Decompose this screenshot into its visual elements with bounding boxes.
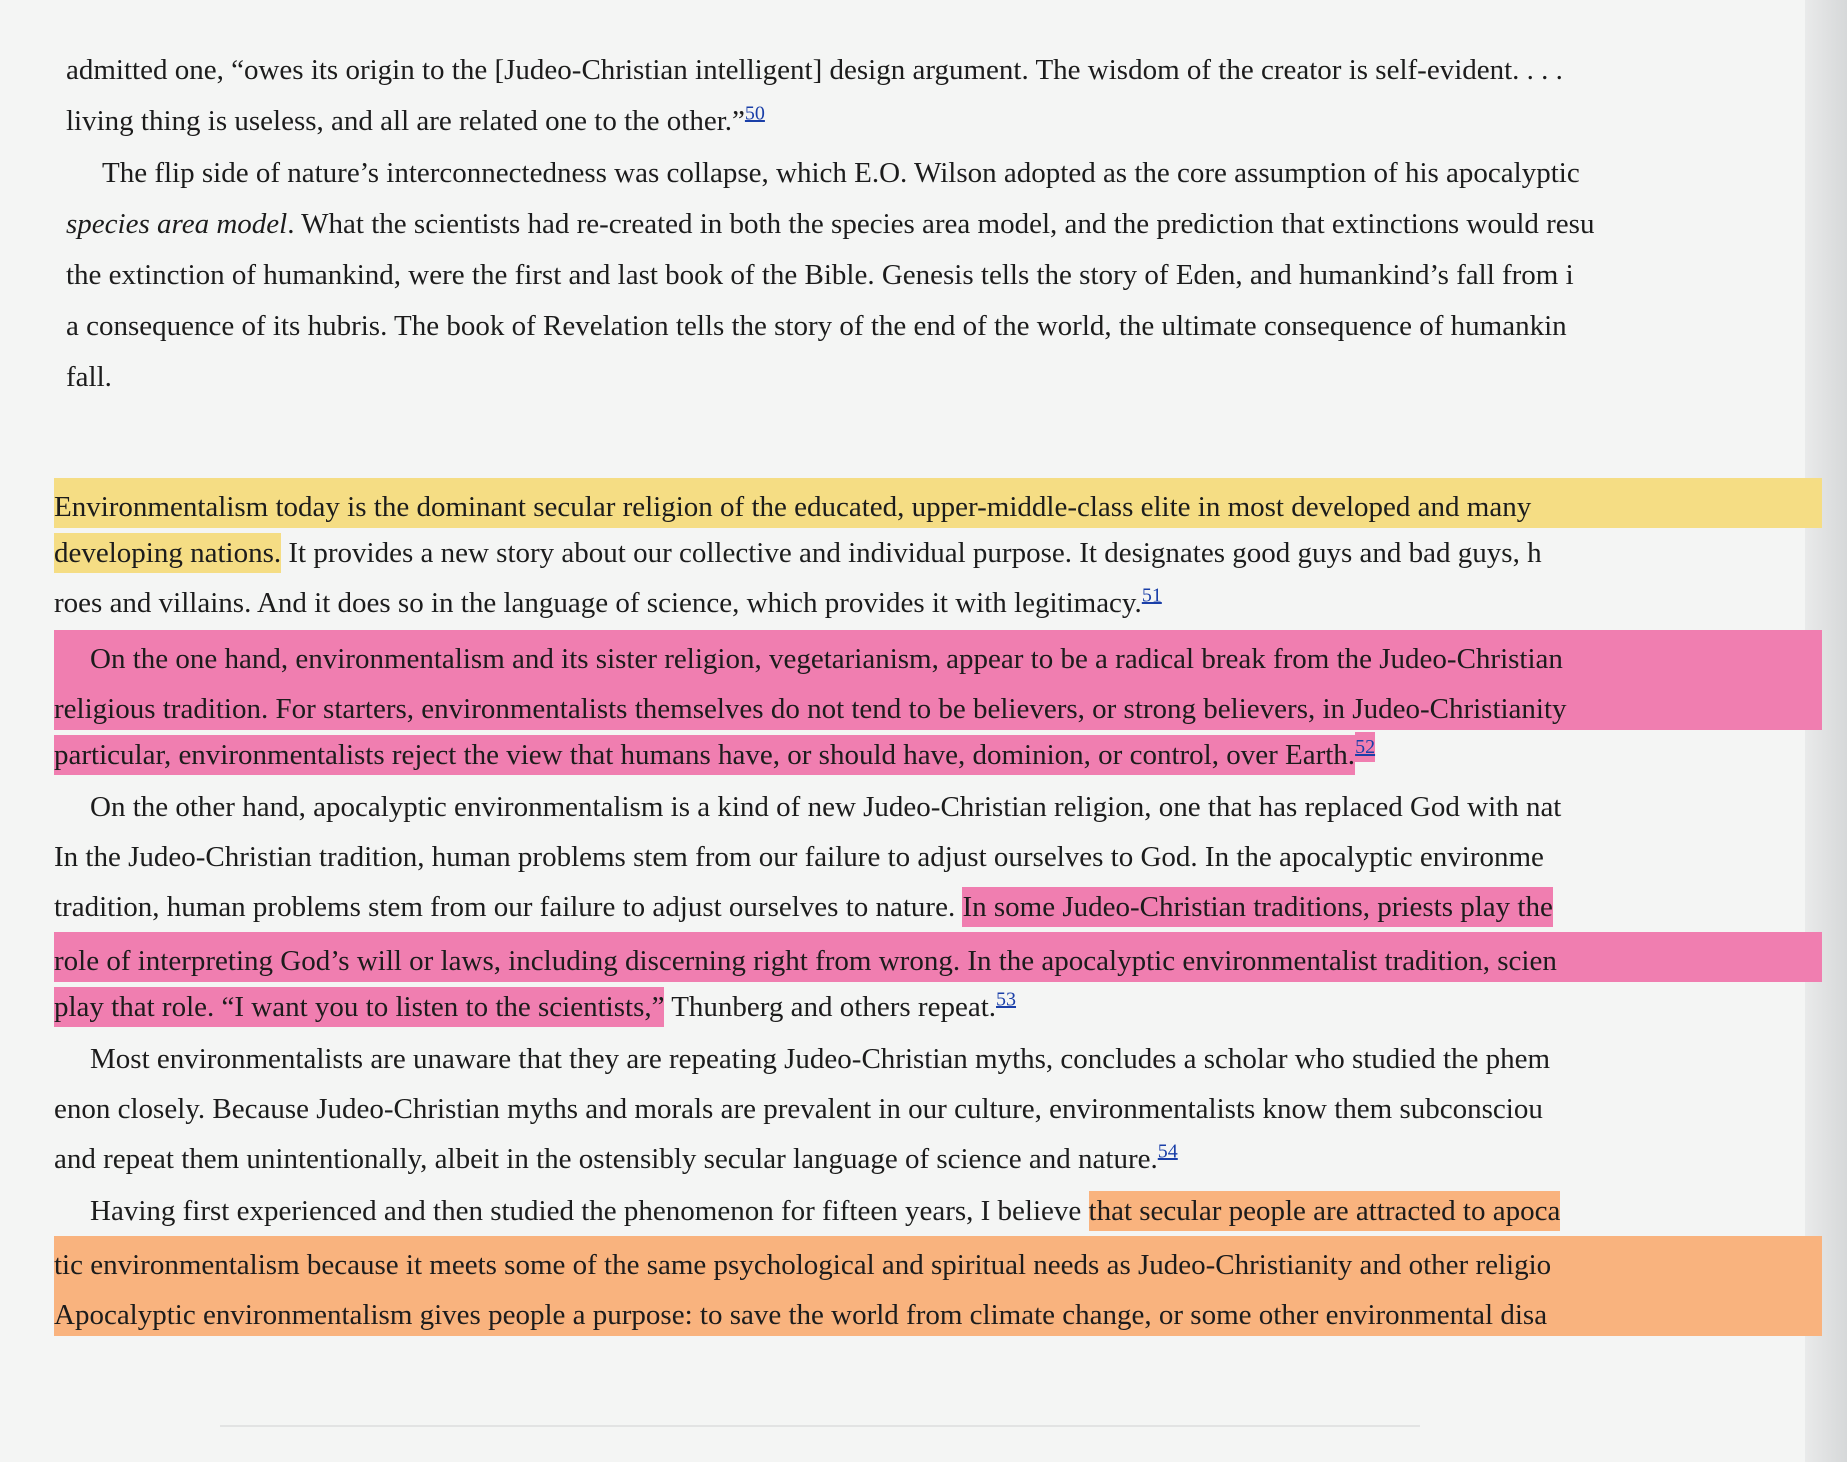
text-line	[0, 730, 1847, 780]
text-line	[0, 1134, 1847, 1184]
line-text: admitted one, “owes its origin to the [Judeo-Christian intelligent] design argument. The wisdom of the creator is self-evident. . . .	[66, 54, 1563, 86]
yellow-highlight: Environmentalism today is the dominant secular religion of the educated, upper-middle-class elite in most developed and many	[54, 478, 1822, 528]
text-line	[0, 45, 1847, 95]
line-text: It provides a new story about our collective and individual purpose. It designates good guys and bad guys, h	[281, 537, 1542, 569]
text-line	[0, 352, 1847, 402]
text-line	[0, 782, 1847, 832]
footnote-link[interactable]: 50	[744, 102, 765, 125]
text-line	[0, 680, 1847, 730]
text-line	[0, 578, 1847, 628]
text-line	[0, 1236, 1847, 1286]
orange-highlight: that secular people are attracted to apoca	[1089, 1191, 1561, 1231]
line-text: Most environmentalists are unaware that they are repeating Judeo-Christian myths, concludes a scholar who studied the phem	[90, 1043, 1551, 1075]
line-text: roes and villains. And it does so in the language of science, which provides it with legitimacy.	[54, 587, 1142, 619]
pink-highlight: role of interpreting God’s will or laws, including discerning right from wrong. In the apocalyptic environmentalist tradition, scien	[54, 932, 1822, 982]
line-text: . What the scientists had re-created in both the species area model, and the prediction that extinctions would resu	[287, 208, 1595, 240]
line-text: and repeat them unintentionally, albeit in the ostensibly secular language of science and nature.	[54, 1143, 1158, 1175]
line-text: Having first experienced and then studied the phenomenon for fifteen years, I believe	[90, 1195, 1089, 1227]
line-text: tradition, human problems stem from our failure to adjust ourselves to nature.	[54, 891, 963, 923]
line-text: In the Judeo-Christian tradition, human problems stem from our failure to adjust ourselves to God. In the apocalyptic environme	[54, 841, 1544, 873]
line-text: Thunberg and others repeat.	[664, 991, 997, 1023]
line-text: living thing is useless, and all are related one to the other.”	[66, 105, 745, 137]
italic-term: species area model	[66, 208, 288, 240]
footnote-link[interactable]: 51	[1141, 584, 1162, 607]
pink-highlight: On the one hand, environmentalism and its sister religion, vegetarianism, appear to be a radical break from the Judeo-Christian	[54, 630, 1822, 680]
text-line	[0, 832, 1847, 882]
pink-highlight: particular, environmentalists reject the view that humans have, or should have, dominion, or control, over Earth.	[54, 735, 1355, 775]
pink-highlight: religious tradition. For starters, environmentalists themselves do not tend to be believers, or strong believers, in Judeo-Christianity	[54, 680, 1822, 730]
text-line	[0, 882, 1847, 932]
text-line	[0, 982, 1847, 1032]
line-text: a consequence of its hubris. The book of Revelation tells the story of the end of the world, the ultimate consequence of humankin	[66, 310, 1567, 342]
line-text: The flip side of nature’s interconnectedness was collapse, which E.O. Wilson adopted as the core assumption of his apocalyptic	[102, 157, 1580, 189]
text-line	[0, 478, 1847, 528]
text-line	[0, 148, 1847, 198]
yellow-highlight: developing nations.	[54, 533, 281, 573]
text-line	[0, 250, 1847, 300]
text-line	[0, 528, 1847, 578]
text-line	[0, 199, 1847, 249]
pink-highlight: In some Judeo-Christian traditions, priests play the	[962, 887, 1552, 927]
text-line	[0, 96, 1847, 146]
orange-highlight: Apocalyptic environmentalism gives people a purpose: to save the world from climate change, or some other environmental disa	[54, 1286, 1822, 1336]
pink-highlight: play that role. “I want you to listen to the scientists,”	[54, 987, 664, 1027]
text-line	[0, 1084, 1847, 1134]
text-line	[0, 1186, 1847, 1236]
text-line	[0, 932, 1847, 982]
line-text: On the other hand, apocalyptic environmentalism is a kind of new Judeo-Christian religion, one that has replaced God with nat	[90, 791, 1562, 823]
footnote-link[interactable]: 54	[1157, 1140, 1178, 1163]
footnote-link[interactable]: 53	[996, 988, 1017, 1011]
orange-highlight: tic environmentalism because it meets some of the same psychological and spiritual needs as Judeo-Christianity and other religio	[54, 1236, 1822, 1286]
line-text: enon closely. Because Judeo-Christian myths and morals are prevalent in our culture, environmentalists know them subconsciou	[54, 1093, 1543, 1125]
text-line	[0, 301, 1847, 351]
footnote-link[interactable]: 52	[1355, 732, 1375, 762]
page-divider	[220, 1425, 1420, 1427]
text-line	[0, 1286, 1847, 1336]
line-text: fall.	[66, 361, 112, 393]
text-line	[0, 630, 1847, 680]
line-text: the extinction of humankind, were the first and last book of the Bible. Genesis tells the story of Eden, and humankind’s fall from i	[66, 259, 1574, 291]
text-line	[0, 1034, 1847, 1084]
